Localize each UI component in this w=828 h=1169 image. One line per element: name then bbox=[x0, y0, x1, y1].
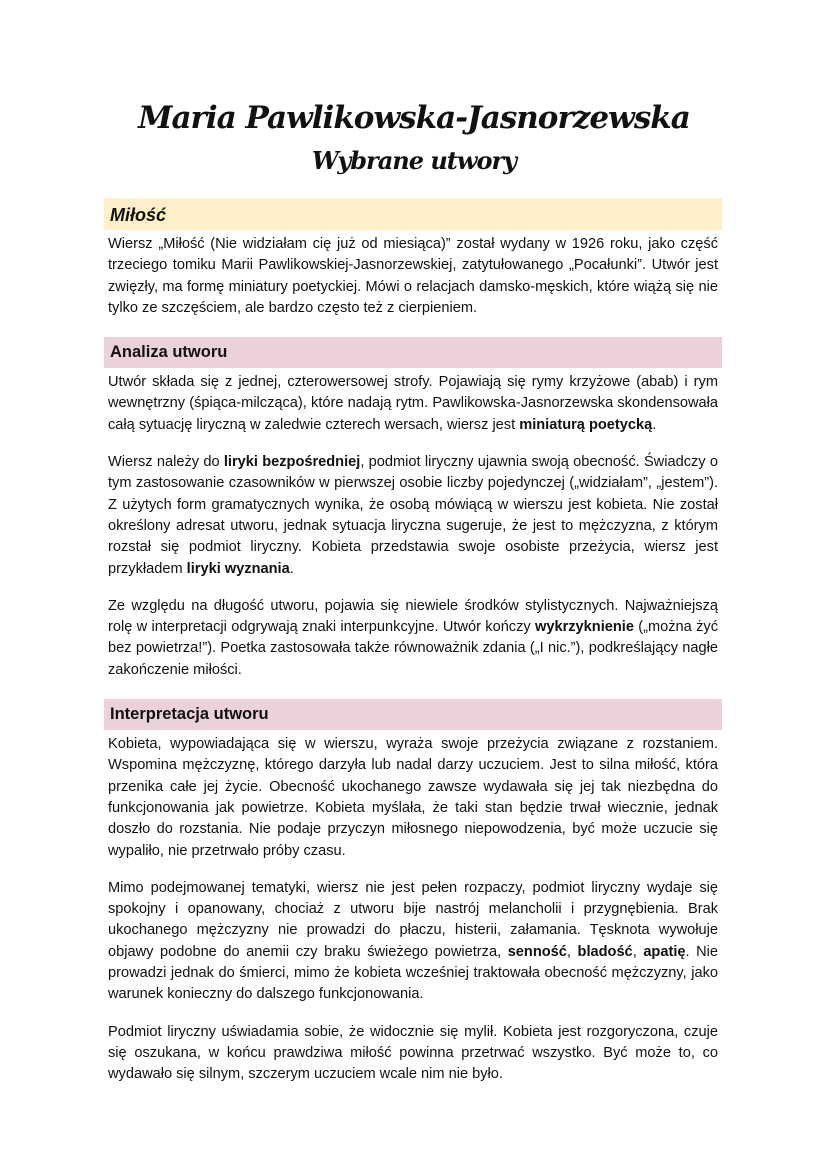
section-milosc bbox=[104, 198, 722, 319]
section-heading: Analiza utworu bbox=[104, 337, 722, 368]
section-analiza-utworu bbox=[104, 337, 722, 681]
text-run: Wiersz „Miłość (Nie widziałam cię już od miesiąca)” został wydany w 1926 roku, jako część trzeciego tomiku Marii Pawlikowskiej-Jasnorzewskiej, zatytułowanego „Pocałunki”. Utwór jest zwięzły, ma formę miniatury poetyckiej. Mówi o relacjach damsko-męskich, które wiążą się nie tylko ze szczęściem, ale bardzo często też z cierpieniem. bbox=[108, 236, 718, 316]
bold-term: liryki bezpośredniej bbox=[223, 454, 361, 471]
text-run: Wiersz należy do bbox=[108, 454, 224, 471]
paragraph bbox=[104, 734, 722, 862]
text-run: , podmiot liryczny ujawnia swoją obecność. Świadczy o tym zastosowanie czasowników w pierwszej osobie liczby pojedynczej („widziałam”, „jestem”). Z użytych form gramatycznych wynika, że osobą mówiącą w wierszu jest kobieta. Nie został określony adresat utworu, jednak sytuacja liryczna sugeruje, że jest to mężczyzna, z którym rozstał się podmiot liryczny. Kobieta przedstawia swoje osobiste przeżycia, wiersz jest przykładem bbox=[108, 454, 718, 577]
document-body bbox=[104, 198, 722, 1102]
text-run: , bbox=[632, 943, 644, 960]
section-heading: Interpretacja utworu bbox=[104, 699, 722, 730]
section-heading: Miłość bbox=[104, 198, 722, 230]
paragraph bbox=[104, 878, 722, 1006]
paragraph bbox=[104, 1022, 722, 1086]
paragraph bbox=[104, 234, 722, 319]
text-run: . bbox=[652, 416, 657, 433]
text-run: Kobieta, wypowiadająca się w wierszu, wyraża swoje przeżycia związane z rozstaniem. Wspomina mężczyznę, którego darzyła lub nadal darzy uczuciem. Jest to silna miłość, która przenika całe jej życie. Obecność ukochanego zawsze wydawała się jej tak niezbędna do funkcjonowania jak powietrze. Kobieta myślała, że taki stan będzie trwał wiecznie, jednak doszło do rozstania. Nie podaje przyczyn miłosnego niepowodzenia, być może uczucie się wypaliło, nie przetrwało próby czasu. bbox=[108, 736, 718, 859]
bold-term: senność bbox=[507, 943, 567, 960]
paragraph bbox=[104, 452, 722, 580]
bold-term: bladość bbox=[577, 943, 633, 960]
text-run: Mimo podejmowanej tematyki, wiersz nie jest pełen rozpaczy, podmiot liryczny wydaje się spokojny i opanowany, chociaż z utworu bije nastrój melancholii i przygnębienia. Brak ukochanego mężczyzny nie prowadzi do płaczu, histerii, załamania. Tęsknota wywołuje objawy podobne do anemii czy braku świeżego powietrza, bbox=[108, 879, 718, 960]
text-run: , bbox=[566, 943, 578, 960]
section-interpretacja-utworu bbox=[104, 699, 722, 1085]
text-run: Ze względu na długość utworu, pojawia się niewiele środków stylistycznych. Najważniejszą rolę w interpretacji odgrywają znaki interpunkcyjne. Utwór kończy bbox=[108, 597, 718, 636]
bold-term: wykrzyknienie bbox=[535, 619, 634, 636]
paragraph bbox=[104, 372, 722, 436]
paragraph bbox=[104, 596, 722, 681]
text-run: . bbox=[289, 560, 294, 577]
document-subtitle: Wybrane utwory bbox=[311, 146, 517, 175]
bold-term: apatię bbox=[643, 943, 686, 960]
text-run: . Nie prowadzi jednak do śmierci, mimo że kobieta wcześniej traktowała obecność mężczyzny, jako warunek konieczny do dalszego funkcjonowania. bbox=[108, 943, 719, 1003]
text-run: Podmiot liryczny uświadamia sobie, że widocznie się mylił. Kobieta jest rozgoryczona, czuje się oszukana, w końcu prawdziwa miłość powinna przetrwać wszystko. Być może to, co wydawało się silnym, szczerym uczuciem wcale nim nie było. bbox=[108, 1023, 718, 1083]
bold-term: miniaturą poetycką bbox=[519, 416, 653, 433]
text-run: („można żyć bez powietrza!”). Poetka zastosowała także równoważnik zdania („I nic.”), podkreślający nagłe zakończenie miłości. bbox=[108, 619, 718, 678]
bold-term: liryki wyznania bbox=[186, 560, 290, 577]
document-title: Maria Pawlikowska-Jasnorzewska bbox=[138, 100, 690, 136]
text-run: Utwór składa się z jednej, czterowersowej strofy. Pojawiają się rymy krzyżowe (abab) i rym wewnętrzny (śpiąca-milcząca), które nadają rytm. Pawlikowska-Jasnorzewska skondensowała całą sytuację liryczną w zaledwie czterech wersach, wiersz jest bbox=[108, 374, 718, 433]
